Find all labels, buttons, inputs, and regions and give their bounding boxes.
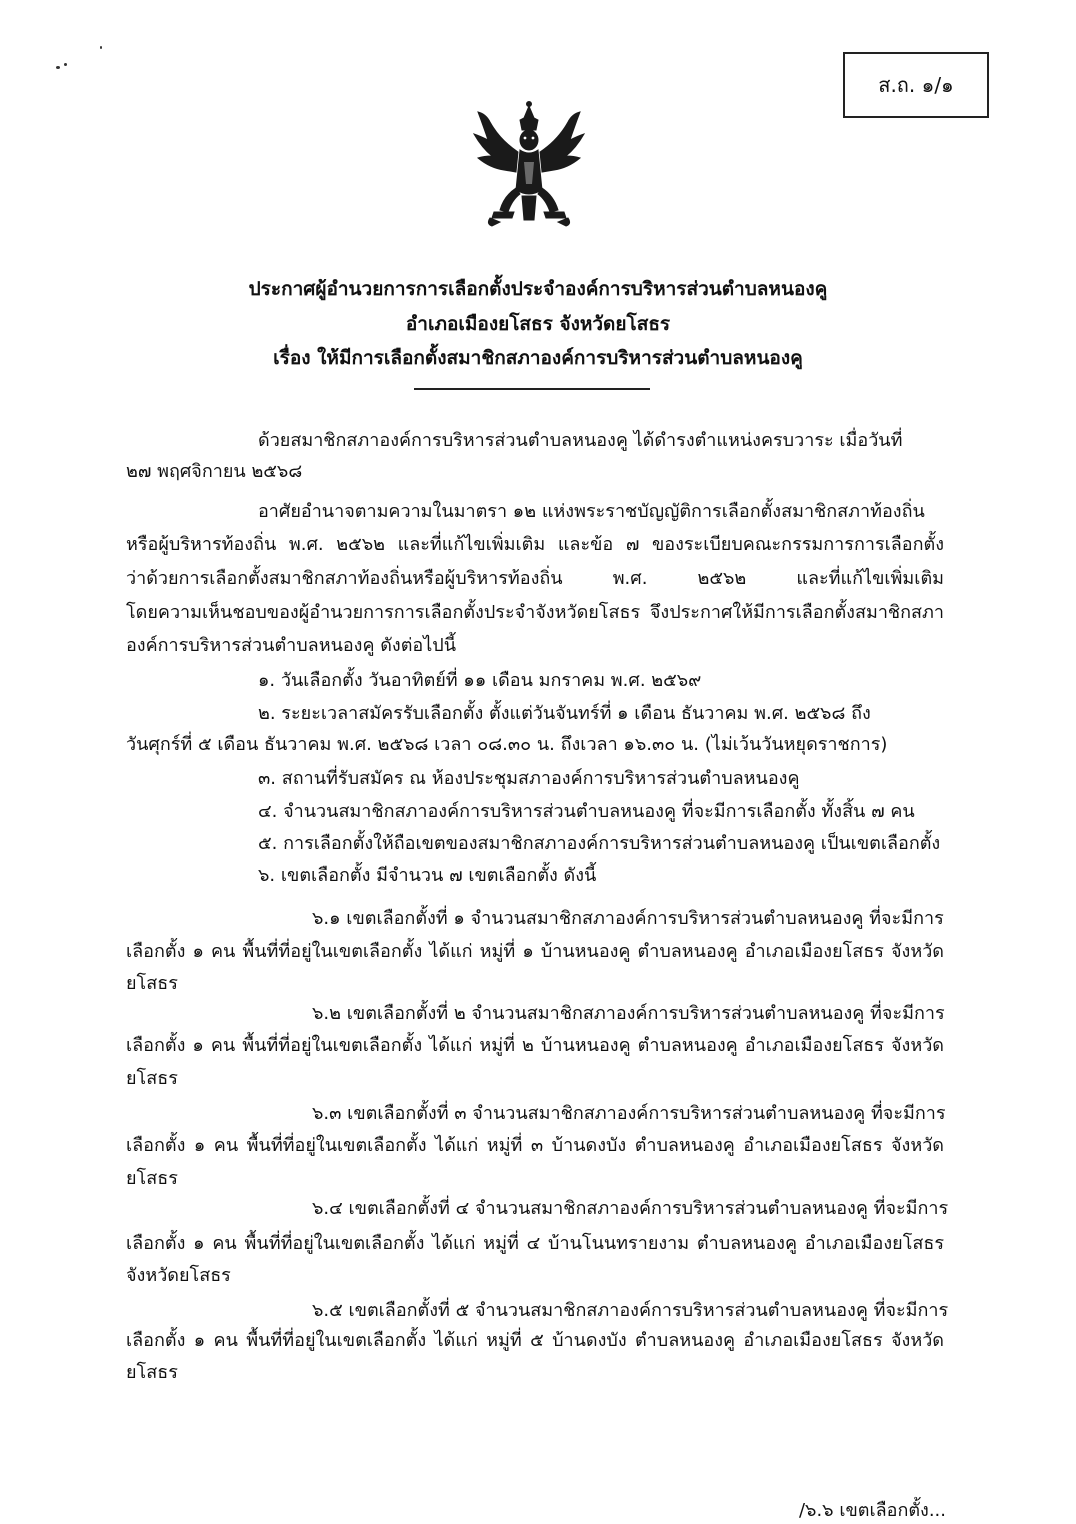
paragraph-line: องค์การบริหารส่วนตำบลหนองคู ดังต่อไปนี้ bbox=[126, 635, 456, 656]
form-code-box: ส.ถ. ๑/๑ bbox=[843, 52, 989, 118]
district-item: ๖.๔ เขตเลือกตั้งที่ ๔ จำนวนสมาชิกสภาองค์การบริหารส่วนตำบลหนองคู ที่จะมีการ bbox=[312, 1198, 949, 1219]
list-item-continuation: วันศุกร์ที่ ๕ เดือน ธันวาคม พ.ศ. ๒๕๖๘ เวลา ๐๘.๓๐ น. ถึงเวลา ๑๖.๓๐ น. (ไม่เว้นวันหยุดราชการ) bbox=[126, 734, 888, 755]
paragraph-line: ด้วยสมาชิกสภาองค์การบริหารส่วนตำบลหนองคู ได้ดำรงตำแหน่งครบวาระ เมื่อวันที่ bbox=[258, 430, 903, 451]
district-item: ๖.๓ เขตเลือกตั้งที่ ๓ จำนวนสมาชิกสภาองค์การบริหารส่วนตำบลหนองคู ที่จะมีการ bbox=[312, 1103, 946, 1124]
heading-line-1: ประกาศผู้อำนวยการการเลือกตั้งประจำองค์การบริหารส่วนตำบลหนองคู bbox=[248, 278, 828, 300]
continuation-note: /๖.๖ เขตเลือกตั้ง... bbox=[798, 1500, 946, 1521]
list-item: ๓. สถานที่รับสมัคร ณ ห้องประชุมสภาองค์การบริหารส่วนตำบลหนองคู bbox=[258, 768, 800, 789]
scan-speck bbox=[64, 63, 67, 66]
list-item: ๔. จำนวนสมาชิกสภาองค์การบริหารส่วนตำบลหนองคู ที่จะมีการเลือกตั้ง ทั้งสิ้น ๗ คน bbox=[258, 801, 915, 822]
paragraph-line: โดยความเห็นชอบของผู้อำนวยการการเลือกตั้งประจำจังหวัดยโสธร จึงประกาศให้มีการเลือกตั้งสมาชิกสภา bbox=[126, 602, 944, 623]
paragraph-line: หรือผู้บริหารท้องถิ่น พ.ศ. ๒๕๖๒ และที่แก้ไขเพิ่มเติม และข้อ ๗ ของระเบียบคณะกรรมการการเลือกตั้ง bbox=[126, 534, 944, 555]
paragraph-line: ว่าด้วยการเลือกตั้งสมาชิกสภาท้องถิ่นหรือผู้บริหารท้องถิ่น พ.ศ. ๒๕๖๒ และที่แก้ไขเพิ่มเติม bbox=[126, 568, 944, 589]
district-item-line: ยโสธร bbox=[126, 973, 178, 994]
district-item: ๖.๑ เขตเลือกตั้งที่ ๑ จำนวนสมาชิกสภาองค์การบริหารส่วนตำบลหนองคู ที่จะมีการ bbox=[312, 908, 944, 929]
list-item: ๖. เขตเลือกตั้ง มีจำนวน ๗ เขตเลือกตั้ง ดังนี้ bbox=[258, 865, 597, 886]
district-item: ๖.๕ เขตเลือกตั้งที่ ๕ จำนวนสมาชิกสภาองค์การบริหารส่วนตำบลหนองคู ที่จะมีการ bbox=[312, 1300, 949, 1321]
list-item: ๑. วันเลือกตั้ง วันอาทิตย์ที่ ๑๑ เดือน มกราคม พ.ศ. ๒๕๖๙ bbox=[258, 670, 702, 691]
district-item-line: เลือกตั้ง ๑ คน พื้นที่ที่อยู่ในเขตเลือกตั้ง ได้แก่ หมู่ที่ ๓ บ้านดงบัง ตำบลหนองคู อำเภอเมืองยโสธร จังหวัด bbox=[126, 1135, 944, 1156]
heading-subject: เรื่อง ให้มีการเลือกตั้งสมาชิกสภาองค์การบริหารส่วนตำบลหนองคู bbox=[273, 347, 803, 369]
heading-line-2: อำเภอเมืองยโสธร จังหวัดยโสธร bbox=[405, 313, 671, 335]
paragraph-line: ๒๗ พฤศจิกายน ๒๕๖๘ bbox=[126, 461, 303, 482]
scan-speck bbox=[56, 66, 60, 69]
district-item-line: จังหวัดยโสธร bbox=[126, 1265, 231, 1286]
district-item-line: ยโสธร bbox=[126, 1362, 178, 1383]
district-item-line: เลือกตั้ง ๑ คน พื้นที่ที่อยู่ในเขตเลือกตั้ง ได้แก่ หมู่ที่ ๒ บ้านหนองคู ตำบลหนองคู อำเภอเมืองยโสธร จังหวัด bbox=[126, 1035, 944, 1056]
garuda-emblem-icon bbox=[470, 100, 588, 236]
list-item: ๒. ระยะเวลาสมัครรับเลือกตั้ง ตั้งแต่วันจันทร์ที่ ๑ เดือน ธันวาคม พ.ศ. ๒๕๖๘ ถึง bbox=[258, 703, 871, 724]
scan-speck bbox=[100, 46, 102, 49]
district-item-line: เลือกตั้ง ๑ คน พื้นที่ที่อยู่ในเขตเลือกตั้ง ได้แก่ หมู่ที่ ๑ บ้านหนองคู ตำบลหนองคู อำเภอเมืองยโสธร จังหวัด bbox=[126, 941, 944, 962]
district-item-line: เลือกตั้ง ๑ คน พื้นที่ที่อยู่ในเขตเลือกตั้ง ได้แก่ หมู่ที่ ๕ บ้านดงบัง ตำบลหนองคู อำเภอเมืองยโสธร จังหวัด bbox=[126, 1330, 944, 1351]
district-item-line: เลือกตั้ง ๑ คน พื้นที่ที่อยู่ในเขตเลือกตั้ง ได้แก่ หมู่ที่ ๔ บ้านโนนทรายงาม ตำบลหนองคู อำเภอเมืองยโสธร bbox=[126, 1233, 944, 1254]
district-item-line: ยโสธร bbox=[126, 1068, 178, 1089]
heading-divider bbox=[414, 388, 650, 390]
district-item-line: ยโสธร bbox=[126, 1168, 178, 1189]
district-item: ๖.๒ เขตเลือกตั้งที่ ๒ จำนวนสมาชิกสภาองค์การบริหารส่วนตำบลหนองคู ที่จะมีการ bbox=[312, 1003, 945, 1024]
paragraph-line: อาศัยอำนาจตามความในมาตรา ๑๒ แห่งพระราชบัญญัติการเลือกตั้งสมาชิกสภาท้องถิ่น bbox=[258, 501, 925, 522]
list-item: ๕. การเลือกตั้งให้ถือเขตของสมาชิกสภาองค์การบริหารส่วนตำบลหนองคู เป็นเขตเลือกตั้ง bbox=[258, 833, 941, 854]
